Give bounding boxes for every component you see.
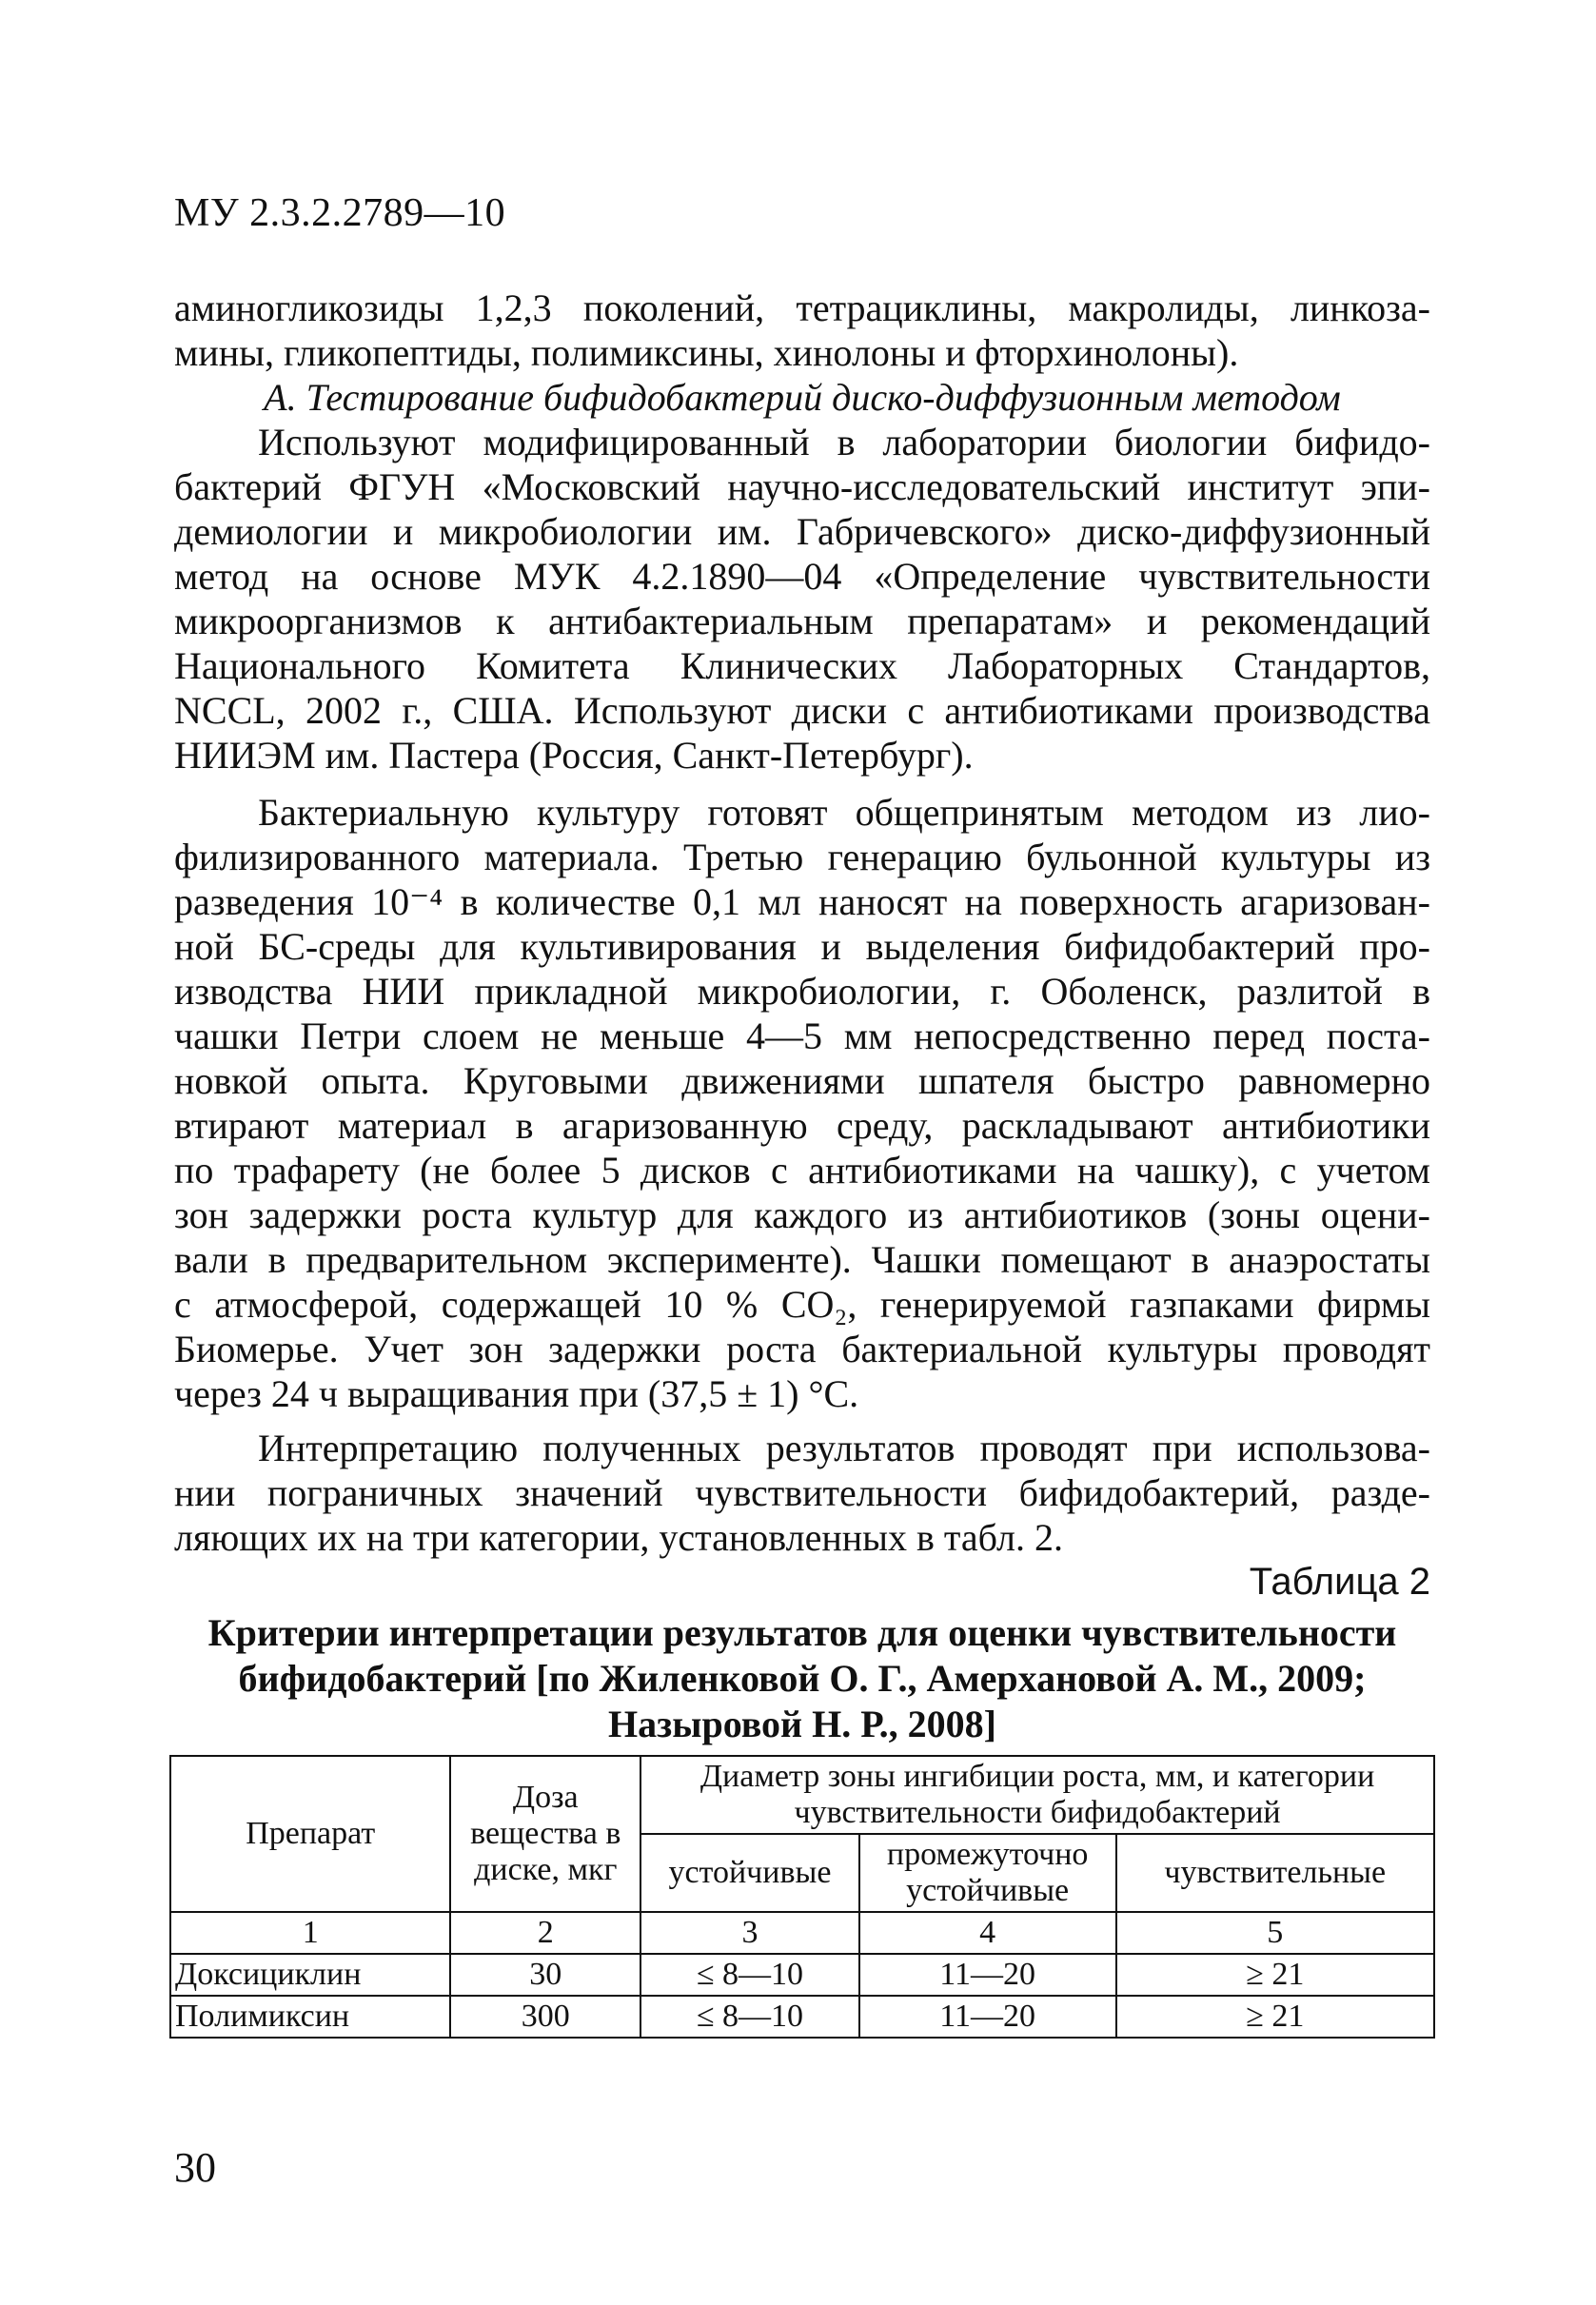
section-heading-text: А. Тестирование бифидобактерий диско-диффузионным методом [264,376,1341,419]
text-line: метод на основе МУК 4.2.1890—04 «Определение чувствительности [174,555,1430,598]
text-line: вали в предварительном эксперименте). Чашки помещают в анаэростаты [174,1238,1430,1281]
method-paragraph [174,420,1430,778]
header-intermediate: промежуточно устойчивые [859,1834,1116,1912]
text-line: Национального Комитета Клинических Лабораторных Стандартов, [174,644,1430,687]
text-line: изводства НИИ прикладной микробиологии, г. Оболенск, разлитой в [174,970,1430,1013]
text-line: с атмосферой, содержащей 10 % CO₂, генерируемой газпаками фирмы [174,1283,1430,1326]
table-row [170,1954,1434,1996]
cell-sensitive: ≥ 21 [1116,1954,1434,1996]
column-number: 5 [1116,1912,1434,1954]
table-title [174,1610,1430,1747]
table-row [170,1996,1434,2038]
column-number: 3 [640,1912,859,1954]
text-line: микроорганизмов к антибактериальным препаратам» и рекомендаций [174,600,1430,642]
header-sensitive: чувствительные [1116,1834,1434,1912]
culture-paragraph [174,790,1430,1416]
table-column-numbers-row [170,1912,1434,1954]
cell-dose: 300 [450,1996,640,2038]
table-header-row [170,1756,1434,1834]
text-line: аминогликозиды 1,2,3 поколений, тетрациклины, макролиды, линкоза- [174,286,1430,329]
text-line: Биомерье. Учет зон задержки роста бактериальной культуры проводят [174,1328,1430,1370]
column-number: 4 [859,1912,1116,1954]
text-line: Интерпретацию полученных результатов проводят при использова- [258,1427,1430,1469]
header-diameter-group: Диаметр зоны ингибиции роста, мм, и категории чувствительности бифидобактерий [640,1756,1434,1834]
text-line: Бактериальную культуру готовят общепринятым методом из лио- [258,791,1430,834]
text-line: Используют модифицированный в лаборатории биологии бифидо- [258,421,1430,463]
text-line: зон задержки роста культур для каждого из антибиотиков (зоны оцени- [174,1193,1430,1236]
text-line: втирают материал в агаризованную среду, раскладывают антибиотики [174,1104,1430,1147]
text-line: филизированного материала. Третью генерацию бульонной культуры из [174,836,1430,878]
text-line: демиологии и микробиологии им. Габричевского» диско-диффузионный [174,510,1430,553]
column-number: 2 [450,1912,640,1954]
header-drug: Препарат [170,1756,450,1912]
cell-drug: Доксициклин [170,1954,450,1996]
intro-paragraph [174,286,1430,375]
text-line: через 24 ч выращивания при (37,5 ± 1) °С. [174,1372,859,1415]
table-label: Таблица 2 [1249,1561,1430,1603]
text-line: ной БС-среды для культивирования и выделения бифидобактерий про- [174,925,1430,968]
text-line: бактерий ФГУН «Московский научно-исследовательский институт эпи- [174,465,1430,508]
page-number: 30 [174,2144,216,2191]
text-line: новкой опыта. Круговыми движениями шпателя быстро равномерно [174,1059,1430,1102]
text-line: ляющих их на три категории, установленных в табл. 2. [174,1516,1063,1559]
cell-resistant: ≤ 8—10 [640,1954,859,1996]
cell-drug: Полимиксин [170,1996,450,2038]
cell-resistant: ≤ 8—10 [640,1996,859,2038]
interpretation-paragraph [174,1426,1430,1560]
cell-intermediate: 11—20 [859,1954,1116,1996]
document-code: МУ 2.3.2.2789—10 [174,191,506,235]
cell-dose: 30 [450,1954,640,1996]
cell-sensitive: ≥ 21 [1116,1996,1434,2038]
table-title-line: Критерии интерпретации результатов для оценки чувствительности [207,1611,1397,1654]
section-heading [174,375,1430,420]
table-title-line: Назыровой Н. Р., 2008] [608,1703,996,1745]
text-line: НИИЭМ им. Пастера (Россия, Санкт-Петербург). [174,734,974,777]
criteria-table [169,1755,1435,2039]
text-line: мины, гликопептиды, полимиксины, хинолоны и фторхинолоны). [174,331,1239,374]
text-line: чашки Петри слоем не меньше 4—5 мм непосредственно перед поста- [174,1015,1430,1057]
text-line: по трафарету (не более 5 дисков с антибиотиками на чашку), с учетом [174,1149,1430,1192]
header-dose: Доза вещества в диске, мкг [450,1756,640,1912]
header-resistant: устойчивые [640,1834,859,1912]
text-line: NCCL, 2002 г., США. Используют диски с антибиотиками производства [174,689,1430,732]
table-title-line: бифидобактерий [по Жиленковой О. Г., Амерхановой А. М., 2009; [238,1657,1367,1700]
text-line: разведения 10⁻⁴ в количестве 0,1 мл наносят на поверхность агаризован- [174,880,1430,923]
text-line: нии пограничных значений чувствительности бифидобактерий, разде- [174,1471,1430,1514]
column-number: 1 [170,1912,450,1954]
cell-intermediate: 11—20 [859,1996,1116,2038]
